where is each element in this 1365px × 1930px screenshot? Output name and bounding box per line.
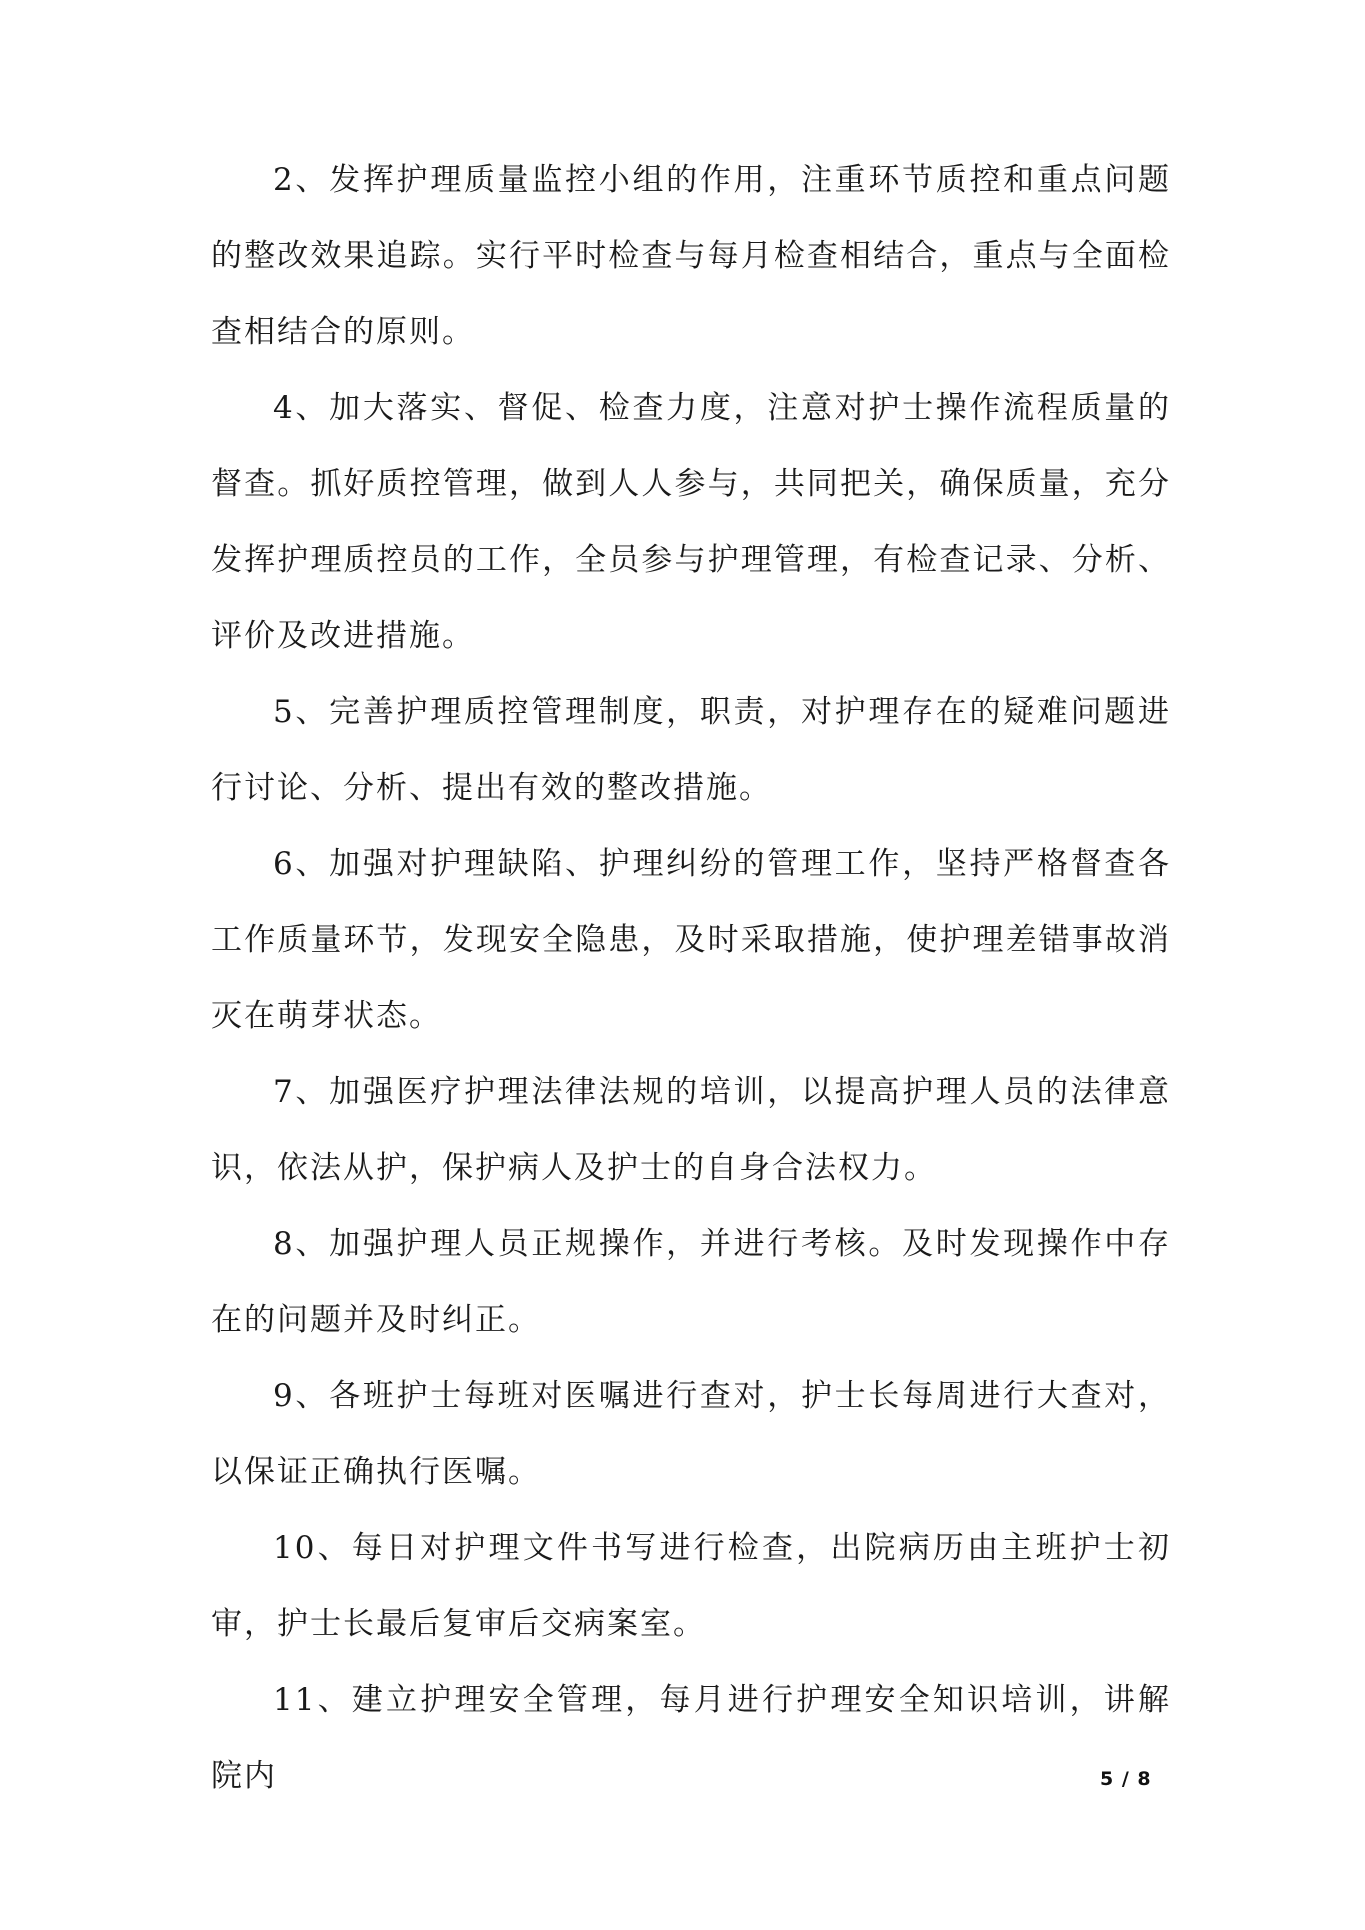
paragraph-item-2: 2、发挥护理质量监控小组的作用，注重环节质控和重点问题的整改效果追踪。实行平时检查与每月检查相结合，重点与全面检查相结合的原则。 [211,162,1171,350]
paragraph-item-10: 10、每日对护理文件书写进行检查，出院病历由主班护士初审，护士长最后复审后交病案室。 [211,1530,1171,1642]
document-body [211,142,1171,1814]
paragraph-item-6: 6、加强对护理缺陷、护理纠纷的管理工作，坚持严格督查各工作质量环节，发现安全隐患，及时采取措施，使护理差错事故消灭在萌芽状态。 [211,846,1171,1034]
paragraph-item-7: 7、加强医疗护理法律法规的培训，以提高护理人员的法律意识，依法从护，保护病人及护士的自身合法权力。 [211,1074,1171,1186]
page-number: 5 / 8 [1100,1768,1152,1790]
paragraph-item-9: 9、各班护士每班对医嘱进行查对，护士长每周进行大查对，以保证正确执行医嘱。 [211,1378,1171,1490]
paragraph-item-11: 11、建立护理安全管理，每月进行护理安全知识培训，讲解院内 [211,1682,1171,1794]
paragraph-item-5: 5、完善护理质控管理制度，职责，对护理存在的疑难问题进行讨论、分析、提出有效的整改措施。 [211,694,1171,806]
paragraph-item-4: 4、加大落实、督促、检查力度，注意对护士操作流程质量的督查。抓好质控管理，做到人人参与，共同把关，确保质量，充分发挥护理质控员的工作，全员参与护理管理，有检查记录、分析、评价及改进措施。 [211,390,1171,654]
paragraph-item-8: 8、加强护理人员正规操作，并进行考核。及时发现操作中存在的问题并及时纠正。 [211,1226,1171,1338]
